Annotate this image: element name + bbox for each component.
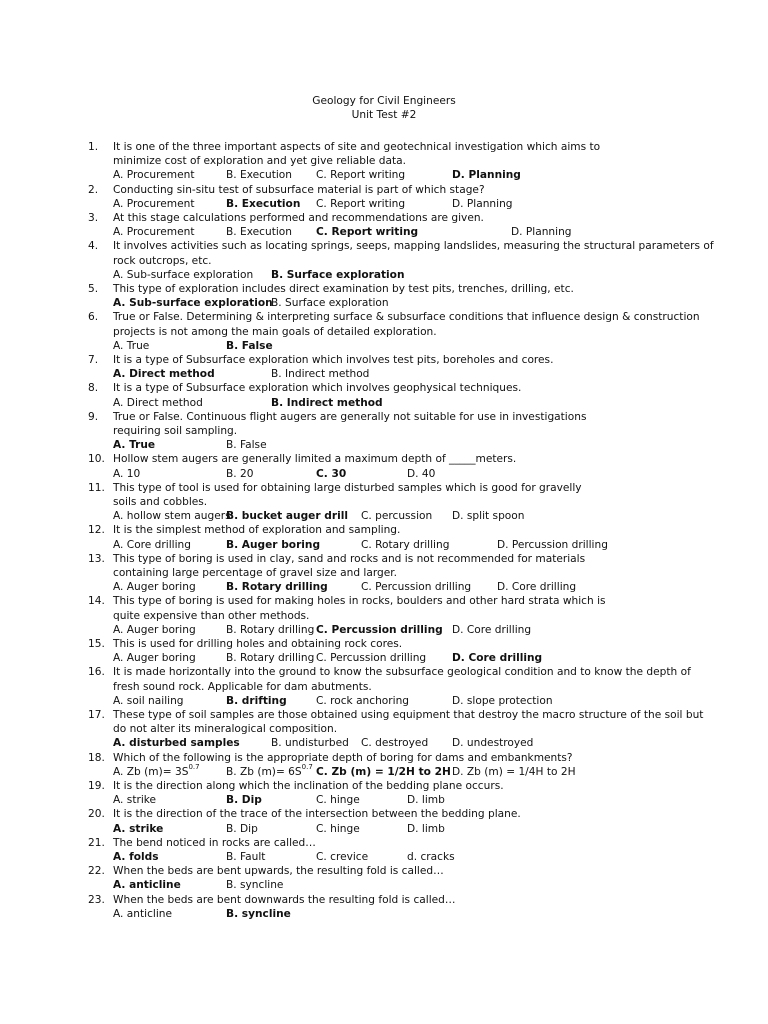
question-item xyxy=(88,751,688,779)
question-line xyxy=(88,779,688,793)
answer-option: A. Auger boring xyxy=(113,581,196,594)
option-row xyxy=(88,878,688,892)
question-item xyxy=(88,282,688,310)
correct-option: B. Dip xyxy=(226,794,262,807)
question-number: 2. xyxy=(88,183,99,196)
question-text: It is the direction of the trace of the intersection between the bedding plane. xyxy=(113,808,521,821)
option-row xyxy=(88,793,688,807)
question-number: 5. xyxy=(88,283,99,295)
answer-option: B. False xyxy=(226,439,267,452)
correct-option: C. Zb (m) = 1/2H to 2H xyxy=(316,765,451,778)
answer-option: A. Core drilling xyxy=(113,538,191,551)
option-row xyxy=(88,296,688,310)
answer-option: A. hollow stem augers xyxy=(113,510,231,523)
question-item xyxy=(88,893,688,921)
question-item xyxy=(88,665,691,708)
question-text: quite expensive than other methods. xyxy=(113,609,310,622)
question-line xyxy=(88,410,688,424)
question-number: 11. xyxy=(88,481,105,494)
correct-option: A. True xyxy=(113,439,156,452)
question-text: It is made horizontally into the ground to know the subsurface geological condition and to know the depth of xyxy=(113,666,691,679)
question-number: 9. xyxy=(88,410,99,423)
question-number: 15. xyxy=(88,638,105,650)
question-text: Hollow stem augers are generally limited a maximum depth of _____meters. xyxy=(113,453,517,466)
answer-option: A. Sub-surface exploration xyxy=(113,268,254,281)
correct-option: A. folds xyxy=(113,850,159,863)
answer-option: C. destroyed xyxy=(361,737,429,750)
answer-option: C. hinge xyxy=(316,822,360,835)
option-row xyxy=(88,509,688,523)
question-line xyxy=(88,325,688,339)
option-row xyxy=(88,822,688,836)
document-subtitle: Unit Test #2 xyxy=(351,109,417,121)
question-item xyxy=(88,353,688,381)
correct-option: D. Core drilling xyxy=(452,652,543,665)
option-row xyxy=(88,367,688,381)
answer-option: A. Procurement xyxy=(113,197,195,210)
answer-option: D. Core drilling xyxy=(452,623,532,636)
option-row xyxy=(88,538,688,552)
option-row xyxy=(88,623,688,637)
option-row xyxy=(88,580,688,594)
question-text: True or False. Continuous flight augers are generally not suitable for use in investigations xyxy=(113,410,587,423)
question-item xyxy=(88,523,688,551)
option-row xyxy=(88,225,688,239)
answer-option: A. strike xyxy=(113,794,157,807)
question-line xyxy=(88,353,688,367)
question-item xyxy=(88,452,688,480)
question-item xyxy=(88,381,688,409)
question-number: 4. xyxy=(88,240,99,253)
question-line xyxy=(88,140,688,154)
answer-option: C. Percussion drilling xyxy=(361,581,472,594)
option-row xyxy=(88,339,688,353)
question-text: It is one of the three important aspects of site and geotechnical investigation which aims to xyxy=(113,141,601,153)
question-text: True or False. Determining & interpreting surface & subsurface conditions that influence design & construction xyxy=(113,311,700,324)
question-text: projects is not among the main goals of detailed exploration. xyxy=(113,325,437,338)
answer-option: A. True xyxy=(113,339,150,352)
question-line xyxy=(88,481,688,495)
question-item xyxy=(88,807,688,835)
answer-option: A. anticline xyxy=(113,907,173,920)
question-line xyxy=(88,310,700,324)
answer-option: B. Execution xyxy=(226,169,292,182)
question-item xyxy=(88,708,704,751)
question-number: 17. xyxy=(88,709,105,721)
answer-option: C. crevice xyxy=(316,850,369,863)
answer-option: A. Auger boring xyxy=(113,623,196,636)
question-line xyxy=(88,751,688,765)
option-row xyxy=(88,396,688,410)
question-number: 13. xyxy=(88,552,105,565)
answer-option: A. Auger boring xyxy=(113,652,196,665)
question-number: 16. xyxy=(88,666,105,679)
question-item xyxy=(88,779,688,807)
question-text: It is the direction along which the inclination of the bedding plane occurs. xyxy=(113,780,504,792)
option-row xyxy=(88,168,688,182)
question-line xyxy=(88,154,688,168)
question-line xyxy=(88,424,688,438)
option-row xyxy=(88,197,688,211)
question-line xyxy=(88,211,688,225)
question-text: It is a type of Subsurface exploration which involves test pits, boreholes and cores. xyxy=(113,354,554,366)
question-text: When the beds are bent upwards, the resulting fold is called… xyxy=(113,865,444,878)
answer-option: C. Percussion drilling xyxy=(316,652,427,665)
question-item xyxy=(88,410,688,453)
question-line xyxy=(88,609,688,623)
answer-option: A. Procurement xyxy=(113,226,195,239)
correct-option: C. Report writing xyxy=(316,226,419,239)
question-text: This type of boring is used for making holes in rocks, boulders and other hard strata which is xyxy=(113,595,606,608)
question-line xyxy=(88,864,688,878)
question-text: At this stage calculations performed and recommendations are given. xyxy=(113,212,484,224)
question-line xyxy=(88,594,688,608)
correct-option: A. disturbed samples xyxy=(113,737,240,750)
question-number: 21. xyxy=(88,836,105,849)
question-number: 8. xyxy=(88,382,99,395)
answer-option: B. Rotary drilling xyxy=(226,652,315,665)
question-line xyxy=(88,552,688,566)
question-number: 6. xyxy=(88,311,99,324)
question-line xyxy=(88,708,704,722)
option-row xyxy=(88,850,688,864)
option-row xyxy=(88,467,688,481)
question-line xyxy=(88,452,688,466)
correct-option: A. strike xyxy=(113,822,164,835)
answer-option: D. Planning xyxy=(511,226,572,239)
question-number: 14. xyxy=(88,595,105,608)
correct-option: C. 30 xyxy=(316,467,347,480)
correct-option: B. syncline xyxy=(226,907,291,920)
option-row xyxy=(88,736,688,750)
question-item xyxy=(88,594,688,637)
correct-option: B. bucket auger drill xyxy=(226,510,348,523)
answer-option: C. Rotary drilling xyxy=(361,538,450,551)
answer-option: B. Surface exploration xyxy=(271,297,389,310)
answer-option: B. Execution xyxy=(226,226,292,239)
answer-option: B. Fault xyxy=(226,850,266,863)
option-row xyxy=(88,651,688,665)
question-text: fresh sound rock. Applicable for dam abutments. xyxy=(113,680,372,693)
answer-option: B. syncline xyxy=(226,879,284,892)
question-number: 10. xyxy=(88,453,105,466)
answer-option: D. Planning xyxy=(452,197,513,210)
answer-option: C. Report writing xyxy=(316,169,406,182)
question-number: 3. xyxy=(88,212,99,224)
answer-option: D. slope protection xyxy=(452,694,553,707)
answer-option: A. Direct method xyxy=(113,396,203,409)
option-superscript: 0.7 xyxy=(301,763,313,772)
answer-option: A. Procurement xyxy=(113,169,195,182)
question-number: 7. xyxy=(88,354,99,366)
question-line xyxy=(88,637,688,651)
question-item xyxy=(88,637,688,665)
question-line xyxy=(88,495,688,509)
question-item xyxy=(88,211,688,239)
answer-option: D. limb xyxy=(407,822,445,835)
question-number: 20. xyxy=(88,808,105,821)
answer-option: D. 40 xyxy=(407,467,436,480)
option-row xyxy=(88,765,688,779)
correct-option: B. Execution xyxy=(226,197,301,210)
answer-option: B. Rotary drilling xyxy=(226,623,315,636)
question-text: This type of exploration includes direct examination by test pits, trenches, drilling, etc. xyxy=(113,283,574,295)
answer-option: D. Percussion drilling xyxy=(497,538,608,551)
question-text: Conducting sin-situ test of subsurface material is part of which stage? xyxy=(113,183,485,196)
answer-option: A. Zb $(m)= 3S^{0.7}$ xyxy=(113,763,200,778)
question-item xyxy=(88,481,688,524)
question-text: This is used for drilling holes and obtaining rock cores. xyxy=(113,638,403,650)
correct-option: B. Surface exploration xyxy=(271,268,405,281)
question-line xyxy=(88,381,688,395)
question-number: 12. xyxy=(88,524,105,537)
question-number: 22. xyxy=(88,865,105,878)
answer-option: B. Zb $(m)= 6S^{0.7}$ xyxy=(226,763,313,778)
document-title: Geology for Civil Engineers xyxy=(312,95,456,107)
question-item xyxy=(88,552,688,595)
question-number: 18. xyxy=(88,751,105,764)
question-number: 1. xyxy=(88,141,99,153)
answer-option: B. Dip xyxy=(226,822,258,835)
correct-option: B. drifting xyxy=(226,694,287,707)
correct-option: B. False xyxy=(226,339,273,352)
question-number: 23. xyxy=(88,893,105,906)
question-text: This type of tool is used for obtaining large disturbed samples which is good for gravelly xyxy=(113,481,582,494)
correct-option: B. Auger boring xyxy=(226,538,321,551)
question-line xyxy=(88,523,688,537)
question-item xyxy=(88,864,688,892)
question-text: It involves activities such as locating springs, seeps, mapping landslides, measuring the structural parameters of xyxy=(113,240,714,253)
correct-option: B. Indirect method xyxy=(271,396,383,409)
correct-option: D. Planning xyxy=(452,169,521,182)
question-text: These type of soil samples are those obtained using equipment that destroy the macro structure of the soil but xyxy=(113,709,704,721)
question-line xyxy=(88,893,688,907)
answer-option: d. cracks xyxy=(407,850,455,863)
option-superscript: 0.7 xyxy=(188,763,200,772)
question-line xyxy=(88,239,714,253)
answer-option: B. Indirect method xyxy=(271,368,370,381)
correct-option: A. Sub-surface exploration xyxy=(113,297,273,310)
question-text: It is a type of Subsurface exploration which involves geophysical techniques. xyxy=(113,382,522,395)
question-line xyxy=(88,282,688,296)
question-text: Which of the following is the appropriate depth of boring for dams and embankments? xyxy=(113,751,573,764)
question-line xyxy=(88,836,688,850)
answer-option: C. hinge xyxy=(316,794,360,807)
question-line xyxy=(88,665,691,679)
question-item xyxy=(88,310,700,353)
question-text: minimize cost of exploration and yet give reliable data. xyxy=(113,155,407,168)
question-line xyxy=(88,807,688,821)
question-line xyxy=(88,680,688,694)
correct-option: A. anticline xyxy=(113,879,181,892)
question-line xyxy=(88,566,688,580)
option-row xyxy=(88,694,688,708)
question-item xyxy=(88,836,688,864)
question-text: The bend noticed in rocks are called… xyxy=(113,836,316,849)
question-text: When the beds are bent downwards the resulting fold is called… xyxy=(113,893,456,906)
question-item xyxy=(88,183,688,211)
answer-option: C. Report writing xyxy=(316,197,406,210)
question-text: soils and cobbles. xyxy=(113,495,208,508)
answer-option: A. 10 xyxy=(113,467,141,480)
question-text: rock outcrops, etc. xyxy=(113,254,212,267)
answer-option: D. split spoon xyxy=(452,510,525,523)
question-number: 19. xyxy=(88,780,105,792)
answer-option: B. undisturbed xyxy=(271,737,349,750)
option-row xyxy=(88,438,688,452)
question-text: do not alter its mineralogical composition. xyxy=(113,723,338,736)
question-text: It is the simplest method of exploration and sampling. xyxy=(113,524,401,537)
answer-option: A. soil nailing xyxy=(113,694,184,707)
answer-option: C. percussion xyxy=(361,510,433,523)
question-line xyxy=(88,183,688,197)
answer-option: D. undestroyed xyxy=(452,737,534,750)
answer-option: B. 20 xyxy=(226,467,254,480)
document-header xyxy=(0,94,768,122)
option-row xyxy=(88,907,688,921)
answer-option: D. Core drilling xyxy=(497,581,577,594)
question-text: requiring soil sampling. xyxy=(113,424,238,437)
question-line xyxy=(88,254,688,268)
question-item xyxy=(88,239,714,282)
correct-option: B. Rotary drilling xyxy=(226,581,328,594)
question-item xyxy=(88,140,688,183)
answer-option: D. limb xyxy=(407,794,445,807)
question-line xyxy=(88,722,688,736)
question-text: containing large percentage of gravel size and larger. xyxy=(113,566,398,579)
correct-option: C. Percussion drilling xyxy=(316,623,443,636)
answer-option: D. Zb (m) = 1/4H to 2H xyxy=(452,765,576,778)
correct-option: A. Direct method xyxy=(113,368,215,381)
answer-option: C. rock anchoring xyxy=(316,694,410,707)
question-text: This type of boring is used in clay, sand and rocks and is not recommended for materials xyxy=(113,552,586,565)
option-row xyxy=(88,268,688,282)
